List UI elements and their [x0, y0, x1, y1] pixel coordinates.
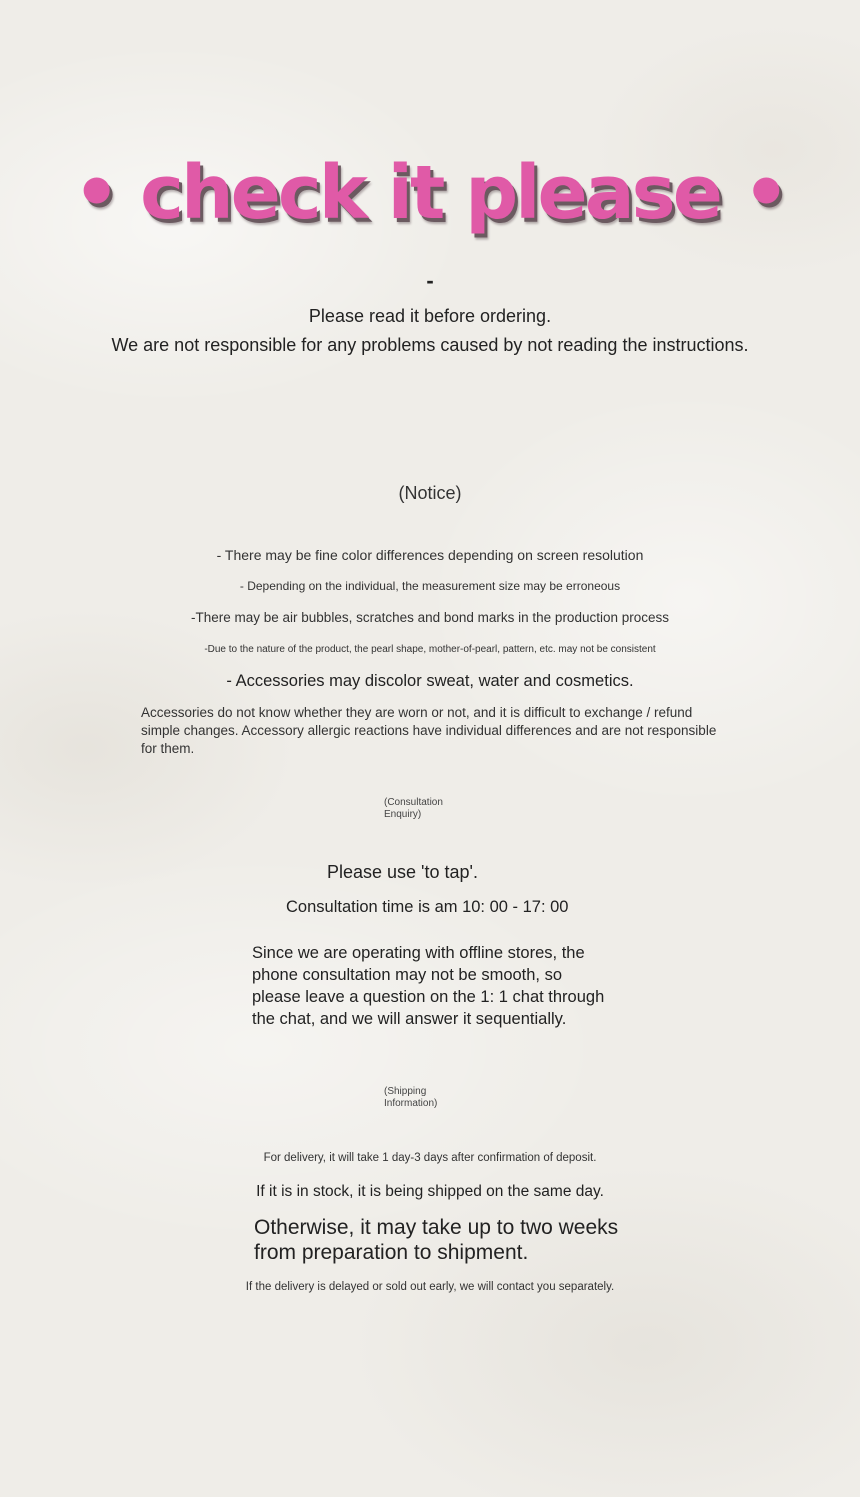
- title-bullet-right: •: [742, 150, 787, 236]
- shipping-line-1: For delivery, it will take 1 day-3 days after confirmation of deposit.: [263, 1152, 597, 1164]
- shipping-heading: (Shipping Information): [384, 1086, 438, 1109]
- notice-item-size: - Depending on the individual, the measurement size may be erroneous: [239, 579, 621, 593]
- consultation-offline-note: Since we are operating with offline stores, the phone consultation may not be smooth, so please leave a question on the 1: 1 chat through the chat, and we will answer it sequentially.: [252, 944, 605, 1028]
- notice-item-bubbles: -There may be air bubbles, scratches and bond marks in the production process: [191, 610, 669, 625]
- notice-paragraph: Accessories do not know whether they are worn or not, and it is difficult to exchange / refund simple changes. Accessory allergic reactions have individual differences and are not responsible for them.: [141, 705, 717, 756]
- title-bullet-left: •: [73, 150, 118, 236]
- shipping-line-2: If it is in stock, it is being shipped on the same day.: [256, 1183, 604, 1200]
- intro-dash: -: [426, 268, 434, 293]
- notice-item-discolor: - Accessories may discolor sweat, water and cosmetics.: [226, 672, 634, 690]
- consultation-time: Consultation time is am 10: 00 - 17: 00: [286, 898, 569, 916]
- shipping-line-3: Otherwise, it may take up to two weeks from preparation to shipment.: [254, 1216, 619, 1264]
- consultation-heading: (Consultation Enquiry): [384, 797, 443, 820]
- consultation-tap-text: Please use 'to tap'.: [327, 862, 478, 882]
- page-title: [0, 150, 860, 236]
- notice-item-color: - There may be fine color differences depending on screen resolution: [216, 547, 644, 563]
- notice-heading: (Notice): [398, 483, 462, 503]
- intro-line-1: Please read it before ordering.: [308, 306, 552, 326]
- intro-line-2: We are not responsible for any problems caused by not reading the instructions.: [111, 335, 749, 355]
- title-text: check it please: [140, 150, 720, 236]
- notice-item-pearl: -Due to the nature of the product, the pearl shape, mother-of-pearl, pattern, etc. may not be consistent: [204, 644, 656, 655]
- shipping-line-4: If the delivery is delayed or sold out early, we will contact you separately.: [245, 1281, 615, 1293]
